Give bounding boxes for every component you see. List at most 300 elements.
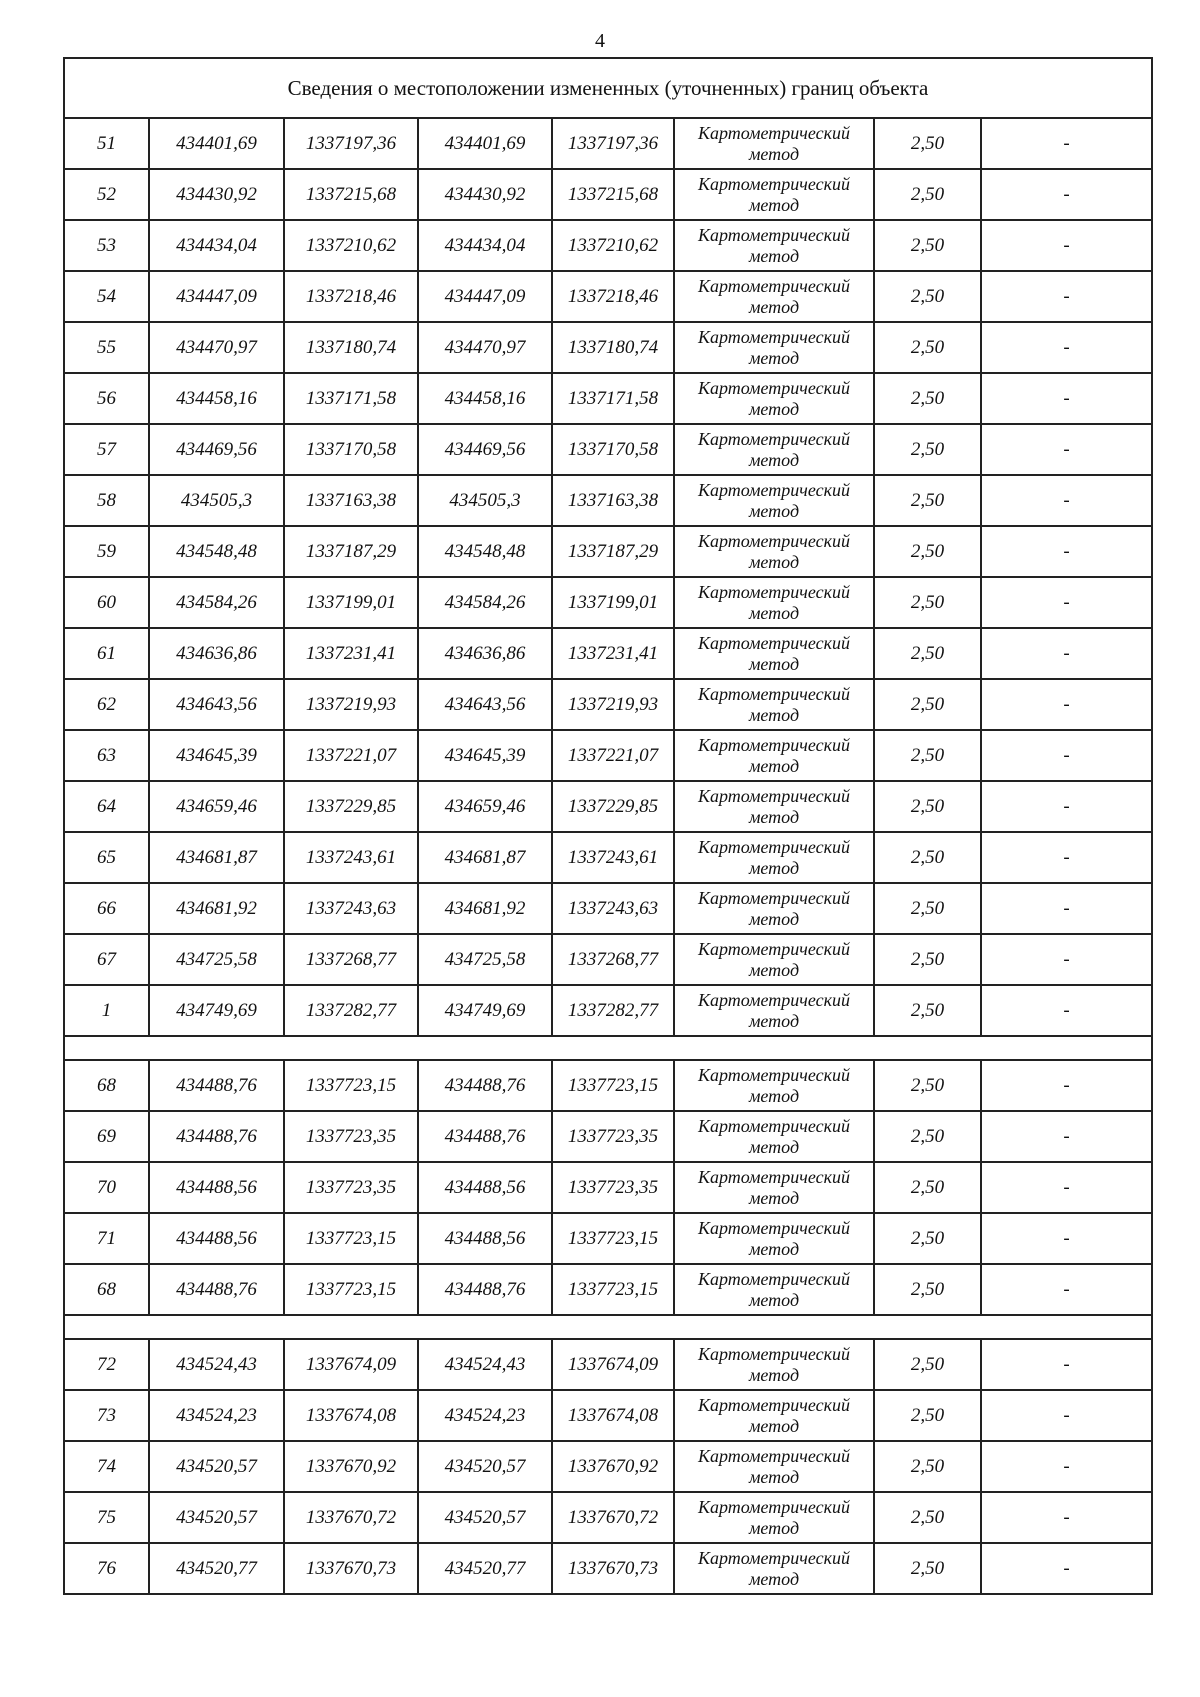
table-row <box>64 373 1152 424</box>
table-row <box>64 1162 1152 1213</box>
method-cell <box>674 577 874 628</box>
method-line-1: Картометрический <box>697 428 850 449</box>
description-cell: - <box>981 1162 1152 1213</box>
method-line-1: Картометрический <box>697 734 850 755</box>
x-new-cell: 434520,57 <box>418 1441 552 1492</box>
method-line-1: Картометрический <box>697 1394 850 1415</box>
method-cell <box>674 628 874 679</box>
table-row <box>64 883 1152 934</box>
method-line-2: метод <box>748 1415 800 1436</box>
x-old-cell: 434520,57 <box>149 1441 284 1492</box>
accuracy-cell: 2,50 <box>874 577 981 628</box>
point-number-cell: 69 <box>64 1111 149 1162</box>
method-line-1: Картометрический <box>697 581 850 602</box>
method-cell <box>674 934 874 985</box>
method-line-2: метод <box>748 1517 800 1538</box>
point-number-cell: 63 <box>64 730 149 781</box>
y-old-cell: 1337670,92 <box>284 1441 418 1492</box>
point-number-cell: 75 <box>64 1492 149 1543</box>
table-row <box>64 220 1152 271</box>
method-cell <box>674 475 874 526</box>
y-old-cell: 1337723,15 <box>284 1213 418 1264</box>
x-new-cell: 434548,48 <box>418 526 552 577</box>
description-cell: - <box>981 1543 1152 1594</box>
point-number-cell: 68 <box>64 1060 149 1111</box>
method-cell <box>674 1339 874 1390</box>
y-new-cell: 1337219,93 <box>552 679 674 730</box>
table-row <box>64 475 1152 526</box>
point-number-cell: 71 <box>64 1213 149 1264</box>
x-old-cell: 434430,92 <box>149 169 284 220</box>
point-number-cell: 58 <box>64 475 149 526</box>
table-row <box>64 985 1152 1036</box>
accuracy-cell: 2,50 <box>874 169 981 220</box>
method-line-2: метод <box>748 143 800 164</box>
x-new-cell: 434681,87 <box>418 832 552 883</box>
y-new-cell: 1337231,41 <box>552 628 674 679</box>
accuracy-cell: 2,50 <box>874 424 981 475</box>
description-cell: - <box>981 475 1152 526</box>
description-cell: - <box>981 1111 1152 1162</box>
description-cell: - <box>981 169 1152 220</box>
section-separator-cell <box>64 1036 1152 1060</box>
y-old-cell: 1337210,62 <box>284 220 418 271</box>
method-line-2: метод <box>748 194 800 215</box>
x-new-cell: 434488,56 <box>418 1213 552 1264</box>
method-line-1: Картометрический <box>697 1166 850 1187</box>
description-cell: - <box>981 1441 1152 1492</box>
description-cell: - <box>981 832 1152 883</box>
description-cell: - <box>981 424 1152 475</box>
method-line-1: Картометрический <box>697 377 850 398</box>
accuracy-cell: 2,50 <box>874 1390 981 1441</box>
y-old-cell: 1337187,29 <box>284 526 418 577</box>
x-new-cell: 434469,56 <box>418 424 552 475</box>
x-new-cell: 434749,69 <box>418 985 552 1036</box>
description-cell: - <box>981 628 1152 679</box>
point-number-cell: 70 <box>64 1162 149 1213</box>
description-cell: - <box>981 271 1152 322</box>
description-cell: - <box>981 679 1152 730</box>
point-number-cell: 52 <box>64 169 149 220</box>
method-line-2: метод <box>748 1568 800 1589</box>
description-cell: - <box>981 577 1152 628</box>
y-new-cell: 1337243,61 <box>552 832 674 883</box>
method-cell <box>674 220 874 271</box>
y-new-cell: 1337674,09 <box>552 1339 674 1390</box>
table-row <box>64 1390 1152 1441</box>
x-new-cell: 434470,97 <box>418 322 552 373</box>
method-line-1: Картометрический <box>697 122 850 143</box>
method-line-1: Картометрический <box>697 989 850 1010</box>
method-line-2: метод <box>748 449 800 470</box>
section-separator-cell <box>64 1315 1152 1339</box>
y-new-cell: 1337218,46 <box>552 271 674 322</box>
y-old-cell: 1337219,93 <box>284 679 418 730</box>
method-line-2: метод <box>748 959 800 980</box>
method-cell <box>674 322 874 373</box>
table-row <box>64 1441 1152 1492</box>
point-number-cell: 65 <box>64 832 149 883</box>
section-separator-row <box>64 1315 1152 1339</box>
table-row <box>64 118 1152 169</box>
method-cell <box>674 526 874 577</box>
method-cell <box>674 1162 874 1213</box>
y-old-cell: 1337723,15 <box>284 1060 418 1111</box>
y-old-cell: 1337268,77 <box>284 934 418 985</box>
x-old-cell: 434520,77 <box>149 1543 284 1594</box>
method-cell <box>674 1441 874 1492</box>
x-new-cell: 434725,58 <box>418 934 552 985</box>
x-old-cell: 434643,56 <box>149 679 284 730</box>
y-old-cell: 1337221,07 <box>284 730 418 781</box>
method-line-2: метод <box>748 1085 800 1106</box>
accuracy-cell: 2,50 <box>874 781 981 832</box>
section-separator-row <box>64 1036 1152 1060</box>
point-number-cell: 53 <box>64 220 149 271</box>
y-old-cell: 1337674,09 <box>284 1339 418 1390</box>
coordinates-table <box>63 57 1153 1595</box>
x-new-cell: 434584,26 <box>418 577 552 628</box>
y-old-cell: 1337197,36 <box>284 118 418 169</box>
x-old-cell: 434505,3 <box>149 475 284 526</box>
x-old-cell: 434488,76 <box>149 1264 284 1315</box>
method-line-2: метод <box>748 1289 800 1310</box>
x-new-cell: 434488,76 <box>418 1264 552 1315</box>
y-old-cell: 1337243,61 <box>284 832 418 883</box>
method-line-2: метод <box>748 908 800 929</box>
table-row <box>64 1264 1152 1315</box>
method-line-2: метод <box>748 296 800 317</box>
y-old-cell: 1337723,15 <box>284 1264 418 1315</box>
x-old-cell: 434469,56 <box>149 424 284 475</box>
y-new-cell: 1337670,73 <box>552 1543 674 1594</box>
method-cell <box>674 169 874 220</box>
y-old-cell: 1337215,68 <box>284 169 418 220</box>
method-line-1: Картометрический <box>697 1343 850 1364</box>
method-line-2: метод <box>748 1010 800 1031</box>
x-old-cell: 434645,39 <box>149 730 284 781</box>
method-line-2: метод <box>748 1238 800 1259</box>
y-new-cell: 1337723,15 <box>552 1060 674 1111</box>
y-new-cell: 1337243,63 <box>552 883 674 934</box>
x-new-cell: 434645,39 <box>418 730 552 781</box>
method-line-2: метод <box>748 857 800 878</box>
method-line-1: Картометрический <box>697 632 850 653</box>
y-new-cell: 1337723,15 <box>552 1213 674 1264</box>
method-cell <box>674 271 874 322</box>
point-number-cell: 51 <box>64 118 149 169</box>
x-new-cell: 434636,86 <box>418 628 552 679</box>
method-line-2: метод <box>748 551 800 572</box>
method-line-1: Картометрический <box>697 1115 850 1136</box>
point-number-cell: 61 <box>64 628 149 679</box>
accuracy-cell: 2,50 <box>874 628 981 679</box>
method-line-1: Картометрический <box>697 1064 850 1085</box>
x-old-cell: 434524,23 <box>149 1390 284 1441</box>
x-new-cell: 434643,56 <box>418 679 552 730</box>
method-line-2: метод <box>748 1187 800 1208</box>
y-new-cell: 1337171,58 <box>552 373 674 424</box>
x-new-cell: 434401,69 <box>418 118 552 169</box>
page-number: 4 <box>595 30 605 52</box>
y-new-cell: 1337197,36 <box>552 118 674 169</box>
x-old-cell: 434488,56 <box>149 1162 284 1213</box>
x-old-cell: 434488,76 <box>149 1111 284 1162</box>
x-old-cell: 434458,16 <box>149 373 284 424</box>
method-line-1: Картометрический <box>697 836 850 857</box>
point-number-cell: 73 <box>64 1390 149 1441</box>
y-new-cell: 1337187,29 <box>552 526 674 577</box>
x-old-cell: 434434,04 <box>149 220 284 271</box>
x-old-cell: 434447,09 <box>149 271 284 322</box>
point-number-cell: 60 <box>64 577 149 628</box>
point-number-cell: 62 <box>64 679 149 730</box>
table-row <box>64 1492 1152 1543</box>
method-line-2: метод <box>748 806 800 827</box>
y-new-cell: 1337268,77 <box>552 934 674 985</box>
method-line-2: метод <box>748 398 800 419</box>
accuracy-cell: 2,50 <box>874 1543 981 1594</box>
point-number-cell: 76 <box>64 1543 149 1594</box>
y-old-cell: 1337229,85 <box>284 781 418 832</box>
table-row <box>64 1339 1152 1390</box>
y-old-cell: 1337723,35 <box>284 1111 418 1162</box>
x-old-cell: 434636,86 <box>149 628 284 679</box>
method-line-2: метод <box>748 500 800 521</box>
accuracy-cell: 2,50 <box>874 1060 981 1111</box>
x-new-cell: 434488,76 <box>418 1060 552 1111</box>
point-number-cell: 68 <box>64 1264 149 1315</box>
point-number-cell: 74 <box>64 1441 149 1492</box>
x-new-cell: 434524,23 <box>418 1390 552 1441</box>
method-cell <box>674 1492 874 1543</box>
y-old-cell: 1337723,35 <box>284 1162 418 1213</box>
method-line-1: Картометрический <box>697 1217 850 1238</box>
method-line-1: Картометрический <box>697 173 850 194</box>
y-new-cell: 1337199,01 <box>552 577 674 628</box>
accuracy-cell: 2,50 <box>874 832 981 883</box>
method-line-1: Картометрический <box>697 938 850 959</box>
point-number-cell: 67 <box>64 934 149 985</box>
method-line-1: Картометрический <box>697 479 850 500</box>
y-new-cell: 1337229,85 <box>552 781 674 832</box>
table-row <box>64 679 1152 730</box>
accuracy-cell: 2,50 <box>874 985 981 1036</box>
description-cell: - <box>981 1264 1152 1315</box>
point-number-cell: 56 <box>64 373 149 424</box>
y-new-cell: 1337163,38 <box>552 475 674 526</box>
method-cell <box>674 1543 874 1594</box>
point-number-cell: 57 <box>64 424 149 475</box>
point-number-cell: 59 <box>64 526 149 577</box>
description-cell: - <box>981 1060 1152 1111</box>
y-old-cell: 1337243,63 <box>284 883 418 934</box>
table-row <box>64 730 1152 781</box>
accuracy-cell: 2,50 <box>874 373 981 424</box>
accuracy-cell: 2,50 <box>874 1162 981 1213</box>
point-number-cell: 55 <box>64 322 149 373</box>
y-old-cell: 1337282,77 <box>284 985 418 1036</box>
table-row <box>64 526 1152 577</box>
description-cell: - <box>981 220 1152 271</box>
x-new-cell: 434524,43 <box>418 1339 552 1390</box>
table-row <box>64 424 1152 475</box>
description-cell: - <box>981 1213 1152 1264</box>
x-new-cell: 434447,09 <box>418 271 552 322</box>
table-row <box>64 934 1152 985</box>
x-new-cell: 434681,92 <box>418 883 552 934</box>
accuracy-cell: 2,50 <box>874 1339 981 1390</box>
description-cell: - <box>981 730 1152 781</box>
description-cell: - <box>981 526 1152 577</box>
y-old-cell: 1337199,01 <box>284 577 418 628</box>
x-old-cell: 434681,92 <box>149 883 284 934</box>
accuracy-cell: 2,50 <box>874 883 981 934</box>
x-old-cell: 434488,56 <box>149 1213 284 1264</box>
method-line-2: метод <box>748 1364 800 1385</box>
method-cell <box>674 424 874 475</box>
point-number-cell: 72 <box>64 1339 149 1390</box>
table-row <box>64 1111 1152 1162</box>
table-row <box>64 322 1152 373</box>
x-new-cell: 434434,04 <box>418 220 552 271</box>
accuracy-cell: 2,50 <box>874 1441 981 1492</box>
y-old-cell: 1337171,58 <box>284 373 418 424</box>
y-new-cell: 1337723,35 <box>552 1162 674 1213</box>
description-cell: - <box>981 985 1152 1036</box>
table-row <box>64 628 1152 679</box>
x-old-cell: 434584,26 <box>149 577 284 628</box>
method-line-1: Картометрический <box>697 275 850 296</box>
y-new-cell: 1337215,68 <box>552 169 674 220</box>
method-line-1: Картометрический <box>697 224 850 245</box>
table-row <box>64 169 1152 220</box>
method-cell <box>674 1390 874 1441</box>
table-row <box>64 832 1152 883</box>
y-new-cell: 1337670,72 <box>552 1492 674 1543</box>
x-old-cell: 434520,57 <box>149 1492 284 1543</box>
method-line-1: Картометрический <box>697 326 850 347</box>
table-title: Сведения о местоположении измененных (уточненных) границ объекта <box>64 58 1152 118</box>
accuracy-cell: 2,50 <box>874 1492 981 1543</box>
method-line-2: метод <box>748 755 800 776</box>
method-cell <box>674 883 874 934</box>
x-new-cell: 434488,56 <box>418 1162 552 1213</box>
method-cell <box>674 832 874 883</box>
description-cell: - <box>981 1339 1152 1390</box>
x-old-cell: 434488,76 <box>149 1060 284 1111</box>
y-old-cell: 1337170,58 <box>284 424 418 475</box>
table-row <box>64 781 1152 832</box>
description-cell: - <box>981 934 1152 985</box>
method-cell <box>674 1264 874 1315</box>
accuracy-cell: 2,50 <box>874 679 981 730</box>
accuracy-cell: 2,50 <box>874 1213 981 1264</box>
description-cell: - <box>981 781 1152 832</box>
accuracy-cell: 2,50 <box>874 526 981 577</box>
method-line-2: метод <box>748 1466 800 1487</box>
table-row <box>64 1543 1152 1594</box>
method-cell <box>674 1213 874 1264</box>
y-old-cell: 1337670,72 <box>284 1492 418 1543</box>
method-cell <box>674 730 874 781</box>
method-line-1: Картометрический <box>697 683 850 704</box>
accuracy-cell: 2,50 <box>874 1264 981 1315</box>
accuracy-cell: 2,50 <box>874 271 981 322</box>
method-line-1: Картометрический <box>697 887 850 908</box>
y-old-cell: 1337674,08 <box>284 1390 418 1441</box>
table-row <box>64 1060 1152 1111</box>
point-number-cell: 64 <box>64 781 149 832</box>
method-line-1: Картометрический <box>697 785 850 806</box>
method-cell <box>674 118 874 169</box>
accuracy-cell: 2,50 <box>874 118 981 169</box>
x-old-cell: 434659,46 <box>149 781 284 832</box>
method-line-2: метод <box>748 245 800 266</box>
description-cell: - <box>981 118 1152 169</box>
table-row <box>64 271 1152 322</box>
method-cell <box>674 781 874 832</box>
y-new-cell: 1337180,74 <box>552 322 674 373</box>
x-old-cell: 434681,87 <box>149 832 284 883</box>
x-old-cell: 434725,58 <box>149 934 284 985</box>
table-row <box>64 577 1152 628</box>
accuracy-cell: 2,50 <box>874 934 981 985</box>
description-cell: - <box>981 883 1152 934</box>
x-old-cell: 434470,97 <box>149 322 284 373</box>
y-new-cell: 1337210,62 <box>552 220 674 271</box>
x-new-cell: 434430,92 <box>418 169 552 220</box>
method-line-2: метод <box>748 653 800 674</box>
point-number-cell: 54 <box>64 271 149 322</box>
accuracy-cell: 2,50 <box>874 322 981 373</box>
description-cell: - <box>981 373 1152 424</box>
method-cell <box>674 679 874 730</box>
y-old-cell: 1337231,41 <box>284 628 418 679</box>
accuracy-cell: 2,50 <box>874 475 981 526</box>
method-line-1: Картометрический <box>697 1496 850 1517</box>
y-new-cell: 1337221,07 <box>552 730 674 781</box>
y-new-cell: 1337670,92 <box>552 1441 674 1492</box>
accuracy-cell: 2,50 <box>874 220 981 271</box>
method-line-1: Картометрический <box>697 1547 850 1568</box>
x-new-cell: 434520,77 <box>418 1543 552 1594</box>
x-new-cell: 434458,16 <box>418 373 552 424</box>
x-old-cell: 434548,48 <box>149 526 284 577</box>
method-line-2: метод <box>748 347 800 368</box>
y-new-cell: 1337723,15 <box>552 1264 674 1315</box>
method-line-1: Картометрический <box>697 1268 850 1289</box>
y-new-cell: 1337674,08 <box>552 1390 674 1441</box>
method-cell <box>674 373 874 424</box>
y-old-cell: 1337180,74 <box>284 322 418 373</box>
table-row <box>64 1213 1152 1264</box>
accuracy-cell: 2,50 <box>874 730 981 781</box>
method-line-2: метод <box>748 602 800 623</box>
x-old-cell: 434749,69 <box>149 985 284 1036</box>
point-number-cell: 66 <box>64 883 149 934</box>
method-cell <box>674 1111 874 1162</box>
x-old-cell: 434524,43 <box>149 1339 284 1390</box>
method-line-2: метод <box>748 704 800 725</box>
x-old-cell: 434401,69 <box>149 118 284 169</box>
y-old-cell: 1337163,38 <box>284 475 418 526</box>
x-new-cell: 434505,3 <box>418 475 552 526</box>
y-old-cell: 1337670,73 <box>284 1543 418 1594</box>
method-line-1: Картометрический <box>697 530 850 551</box>
description-cell: - <box>981 1492 1152 1543</box>
